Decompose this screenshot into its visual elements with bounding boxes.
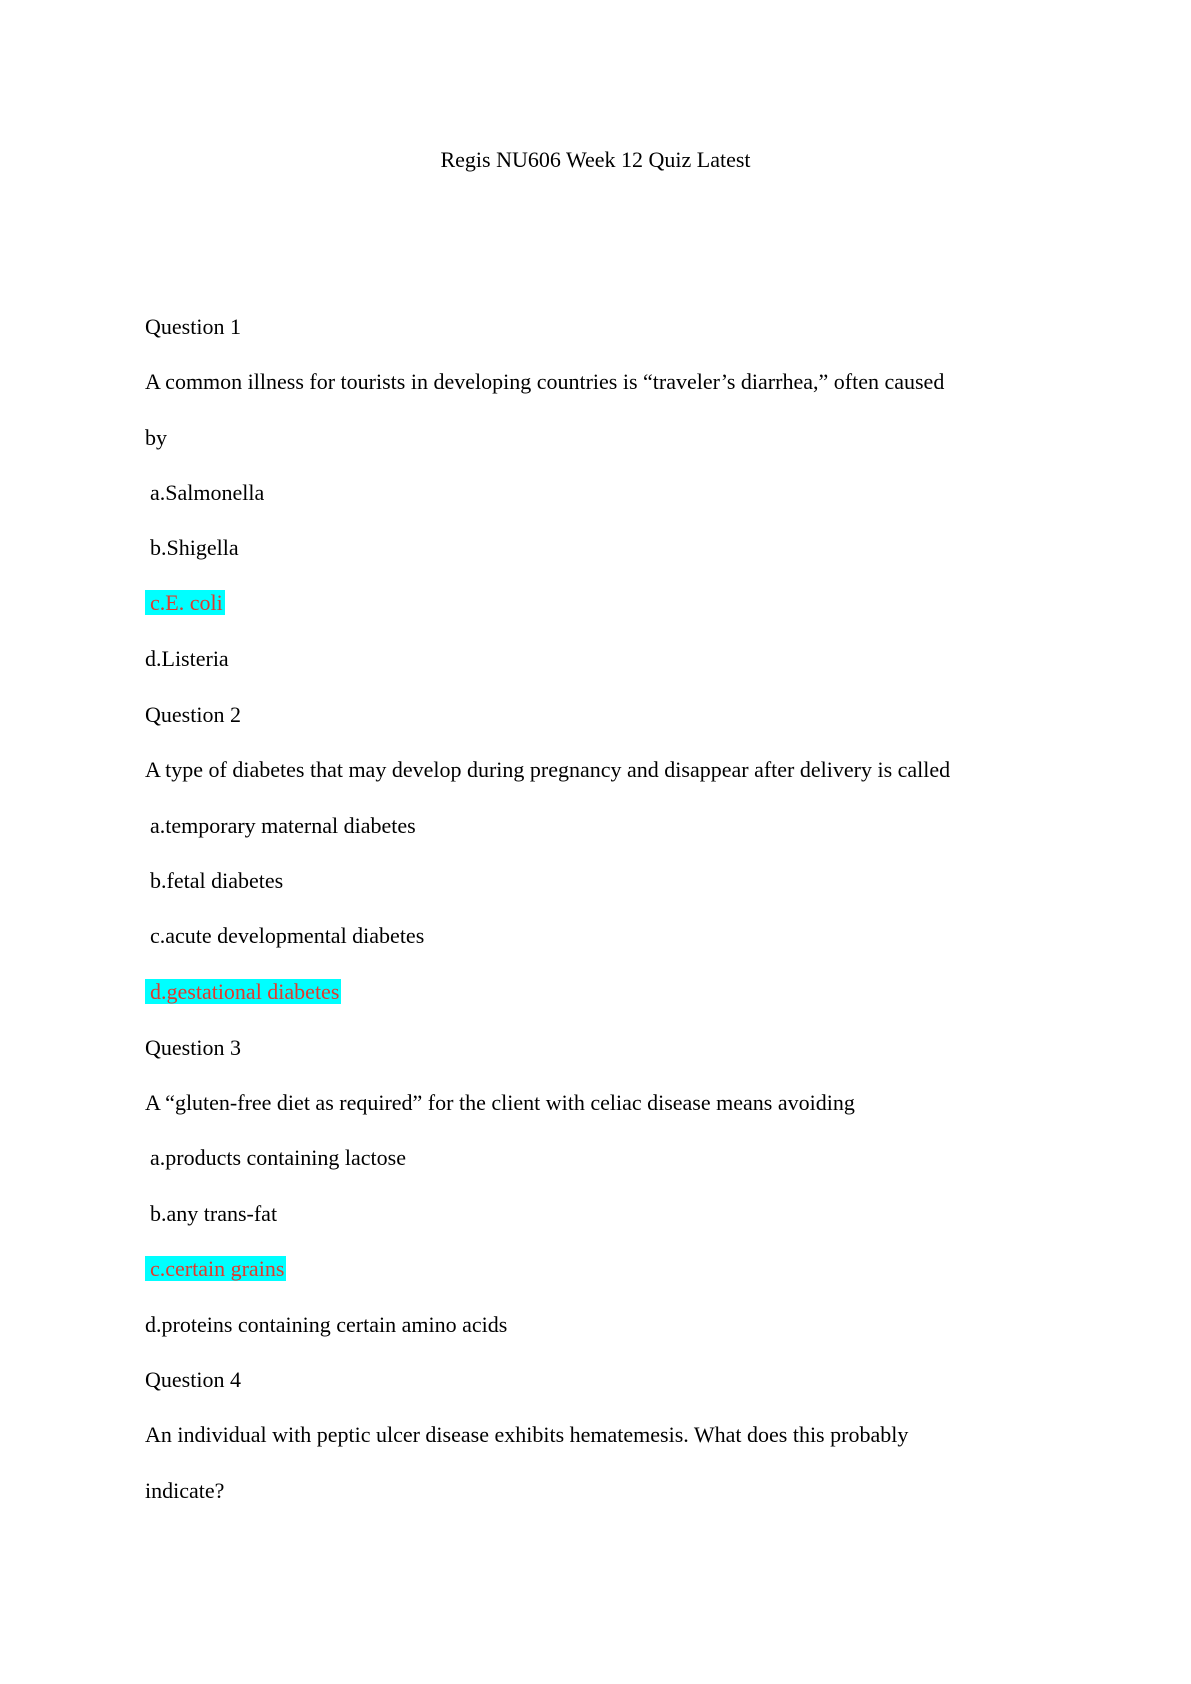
question-1-prompt-line-2: by bbox=[145, 425, 167, 450]
question-1-option-b: b.Shigella bbox=[150, 535, 239, 560]
question-3-option-a: a.products containing lactose bbox=[150, 1145, 406, 1170]
question-2-option-c: c.acute developmental diabetes bbox=[150, 923, 425, 948]
question-3-option-d: d.proteins containing certain amino acids bbox=[145, 1312, 508, 1337]
question-1-option-c-highlighted bbox=[150, 589, 225, 617]
question-3-heading: Question 3 bbox=[145, 1035, 241, 1060]
answer-highlight: d.gestational diabetes bbox=[145, 979, 341, 1004]
question-2-prompt-line-1: A type of diabetes that may develop during pregnancy and disappear after delivery is called bbox=[145, 757, 951, 782]
document-title: Regis NU606 Week 12 Quiz Latest bbox=[440, 147, 751, 172]
question-3-option-c-highlighted bbox=[150, 1255, 286, 1283]
question-4-prompt-line-1: An individual with peptic ulcer disease exhibits hematemesis. What does this probably bbox=[145, 1422, 909, 1447]
question-3-option-b: b.any trans-fat bbox=[150, 1201, 278, 1226]
question-2-option-a: a.temporary maternal diabetes bbox=[150, 813, 416, 838]
question-2-option-d-highlighted bbox=[150, 978, 341, 1006]
question-1-option-d: d.Listeria bbox=[145, 646, 229, 671]
question-1-heading: Question 1 bbox=[145, 314, 241, 339]
question-4-heading: Question 4 bbox=[145, 1367, 241, 1392]
question-2-heading: Question 2 bbox=[145, 702, 241, 727]
question-1-prompt-line-1: A common illness for tourists in developing countries is “traveler’s diarrhea,” often caused bbox=[145, 369, 945, 394]
question-1-option-a: a.Salmonella bbox=[150, 480, 265, 505]
question-2-option-b: b.fetal diabetes bbox=[150, 868, 284, 893]
answer-highlight: c.E. coli bbox=[145, 590, 225, 615]
question-4-prompt-line-2: indicate? bbox=[145, 1478, 225, 1503]
answer-highlight: c.certain grains bbox=[145, 1256, 286, 1281]
question-3-prompt-line-1: A “gluten-free diet as required” for the client with celiac disease means avoiding bbox=[145, 1090, 855, 1115]
